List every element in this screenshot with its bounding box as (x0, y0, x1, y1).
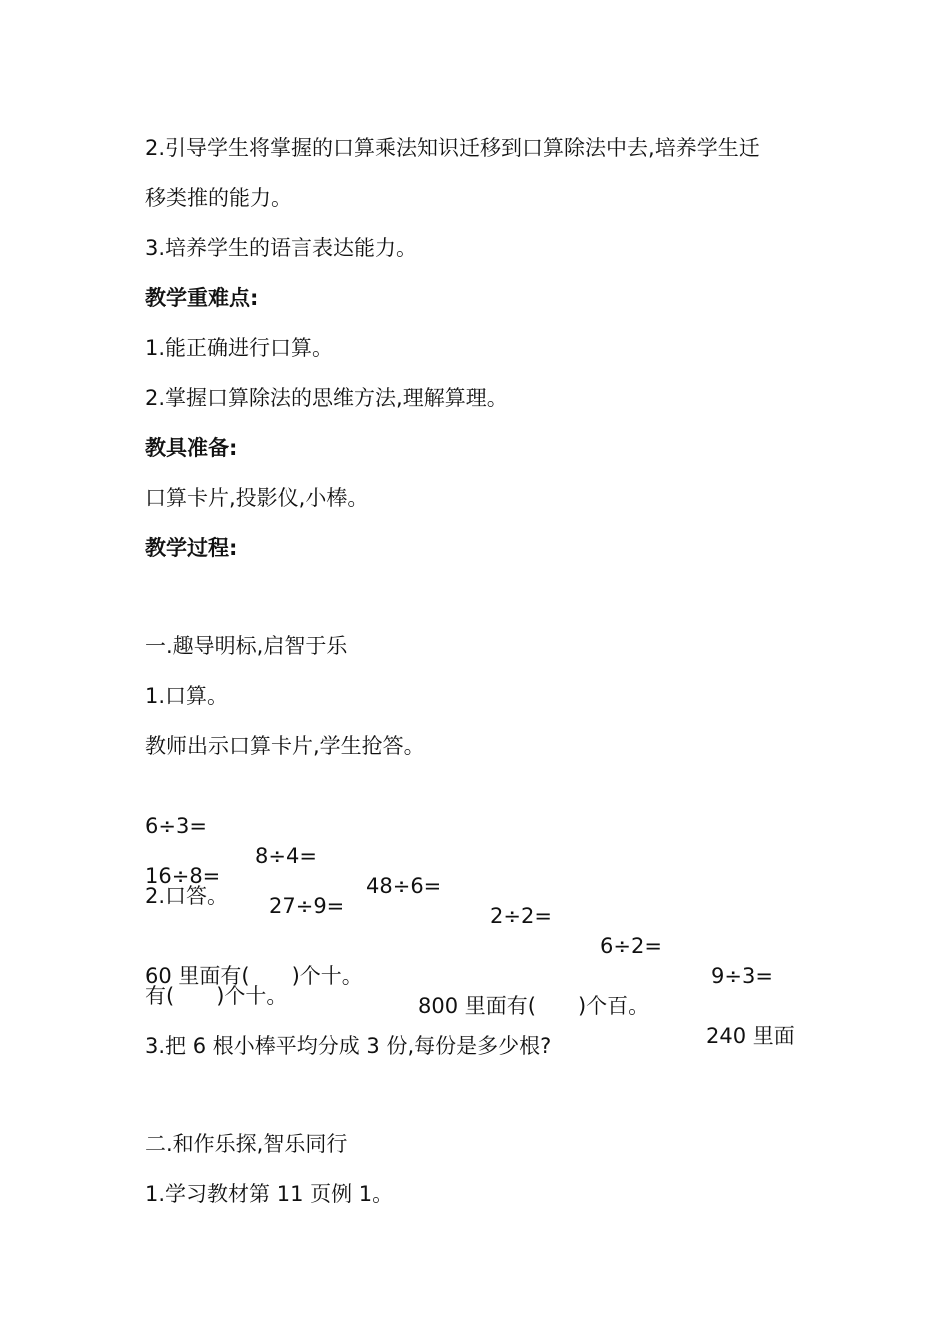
process-heading: 教学过程: (145, 536, 238, 560)
key-point-item-2: 2.掌握口算除法的思维方法,理解算理。 (145, 386, 508, 410)
exercise-item: 16÷8= (145, 864, 221, 888)
exercise-item: 48÷6= (366, 874, 442, 898)
key-points-heading: 教学重难点: (145, 286, 259, 310)
section-1-step-3: 3.把 6 根小棒平均分成 3 份,每份是多少根? (145, 1034, 552, 1058)
exercise-item: 2÷2= (490, 904, 552, 928)
exercise-item: 27÷9= (269, 894, 345, 918)
oral-question-b: 800 里面有( )个百。 (418, 994, 650, 1018)
oral-question-c-start: 240 里面 (706, 1024, 795, 1048)
objective-item-2-line-1: 2.引导学生将掌握的口算乘法知识迁移到口算除法中去,培养学生迁 (145, 136, 760, 160)
key-point-item-1: 1.能正确进行口算。 (145, 336, 334, 360)
exercise-item: 9÷3= (711, 964, 773, 988)
objective-item-3: 3.培养学生的语言表达能力。 (145, 236, 418, 260)
exercise-item: 6÷2= (600, 934, 662, 958)
section-1-step-1-title: 1.口算。 (145, 684, 229, 708)
oral-questions-line-2: 有( )个十。 (145, 984, 288, 1008)
objective-item-2-line-2: 移类推的能力。 (145, 186, 292, 210)
exercise-item: 8÷4= (255, 844, 317, 868)
section-1-step-2-title: 2.口答。 (145, 884, 229, 908)
materials-text: 口算卡片,投影仪,小棒。 (145, 486, 369, 510)
section-2-step-1: 1.学习教材第 11 页例 1。 (145, 1182, 394, 1206)
oral-question-a: 60 里面有( )个十。 (145, 964, 363, 988)
exercise-item: 6÷3= (145, 814, 207, 838)
section-1-title: 一.趣导明标,启智于乐 (145, 634, 348, 658)
materials-heading: 教具准备: (145, 436, 238, 460)
section-2-title: 二.和作乐探,智乐同行 (145, 1132, 348, 1156)
section-1-step-1-desc: 教师出示口算卡片,学生抢答。 (145, 734, 425, 758)
